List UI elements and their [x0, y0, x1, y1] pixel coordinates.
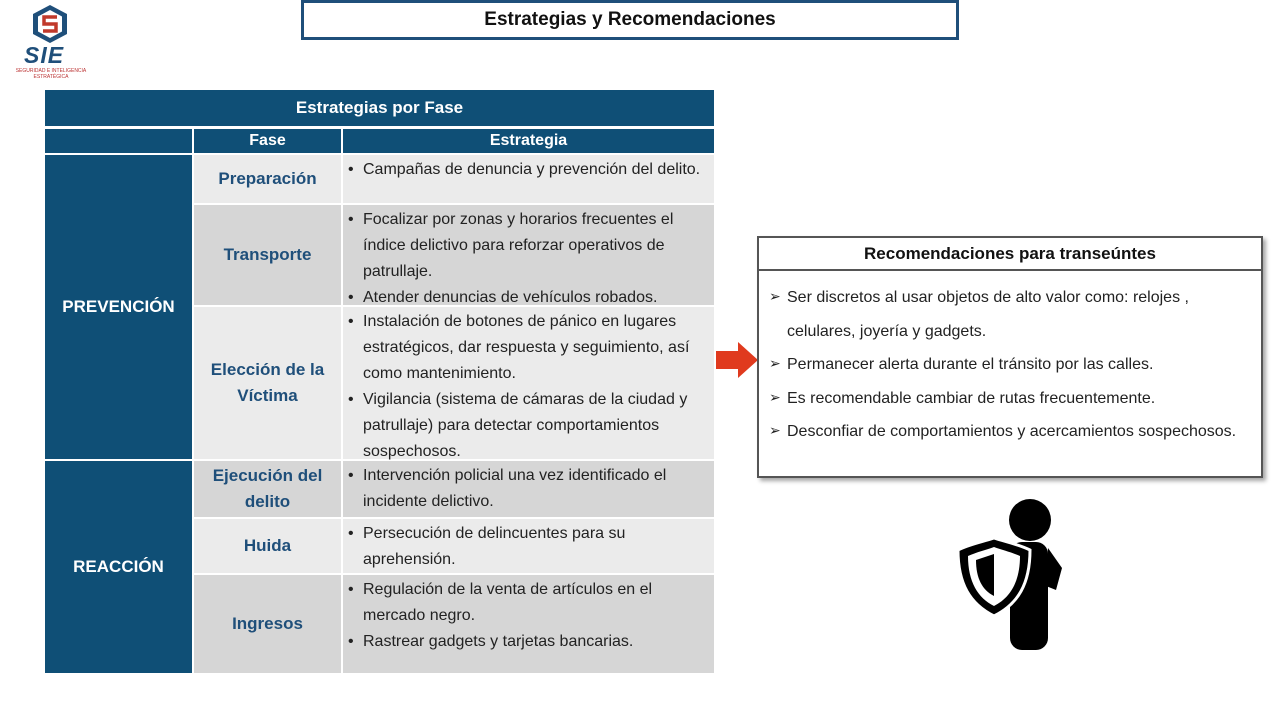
strategy-cell: [343, 155, 714, 203]
recommendation-item: ➢ Es recomendable cambiar de rutas frecuentemente.: [769, 382, 1251, 416]
strategy-item: • Instalación de botones de pánico en lugares estratégicos, dar respuesta y seguimiento, así como mantenimiento.: [347, 309, 708, 387]
table-row: [194, 205, 714, 305]
strategy-item: • Focalizar por zonas y horarios frecuentes el índice delictivo para reforzar operativos de patrullaje.: [347, 207, 708, 285]
strategy-cell: [343, 575, 714, 673]
logo-subtitle: SEGURIDAD E INTELIGENCIA ESTRATÉGICA: [15, 68, 87, 80]
recommendation-item: ➢ Permanecer alerta durante el tránsito por las calles.: [769, 348, 1251, 382]
group-reaccion: [45, 461, 714, 673]
logo-text: SIE: [24, 42, 65, 68]
recommendations-box: [757, 236, 1263, 478]
header-strategy: Estrategia: [343, 129, 714, 153]
table-title: Estrategias por Fase: [45, 90, 714, 126]
group-label: PREVENCIÓN: [45, 155, 192, 459]
logo: [4, 2, 94, 82]
recommendations-list: [759, 271, 1261, 449]
strategy-item: • Campañas de denuncia y prevención del delito.: [347, 157, 708, 183]
table-row: [194, 155, 714, 203]
phase-cell: Huida: [194, 519, 341, 573]
phase-cell: Transporte: [194, 205, 341, 305]
strategy-cell: [343, 519, 714, 573]
table-row: [194, 307, 714, 459]
strategy-item: • Atender denuncias de vehículos robados.: [347, 285, 708, 311]
recommendation-item: ➢ Desconfiar de comportamientos y acercamientos sospechosos.: [769, 415, 1251, 449]
table-row: [194, 461, 714, 517]
sie-logo-icon: [30, 4, 70, 44]
strategy-item: • Rastrear gadgets y tarjetas bancarias.: [347, 629, 708, 655]
header-empty-cell: [45, 129, 192, 153]
strategy-cell: [343, 307, 714, 459]
strategies-table: [45, 90, 714, 673]
strategy-item: • Persecución de delincuentes para su aprehensión.: [347, 521, 708, 573]
phase-cell: Ingresos: [194, 575, 341, 673]
recommendation-item: ➢ Ser discretos al usar objetos de alto valor como: relojes , celulares, joyería y gadgets.: [769, 281, 1251, 348]
strategy-item: • Intervención policial una vez identificado el incidente delictivo.: [347, 463, 708, 515]
strategy-item: • Vigilancia (sistema de cámaras de la ciudad y patrullaje) para detectar comportamientos sospechosos.: [347, 387, 708, 465]
page-title: Estrategias y Recomendaciones: [301, 0, 959, 40]
table-header-row: [45, 129, 714, 153]
group-label: REACCIÓN: [45, 461, 192, 673]
strategy-item: • Regulación de la venta de artículos en el mercado negro.: [347, 577, 708, 629]
right-arrow-icon: [714, 340, 760, 380]
phase-cell: Ejecución del delito: [194, 461, 341, 517]
phase-cell: Preparación: [194, 155, 341, 203]
person-shield-icon: [952, 498, 1068, 650]
strategy-cell: [343, 461, 714, 517]
recommendations-title: Recomendaciones para transeúntes: [759, 238, 1261, 271]
header-phase: Fase: [194, 129, 341, 153]
phase-cell: Elección de la Víctima: [194, 307, 341, 459]
strategy-cell: [343, 205, 714, 305]
group-prevencion: [45, 155, 714, 459]
table-row: [194, 575, 714, 673]
table-row: [194, 519, 714, 573]
